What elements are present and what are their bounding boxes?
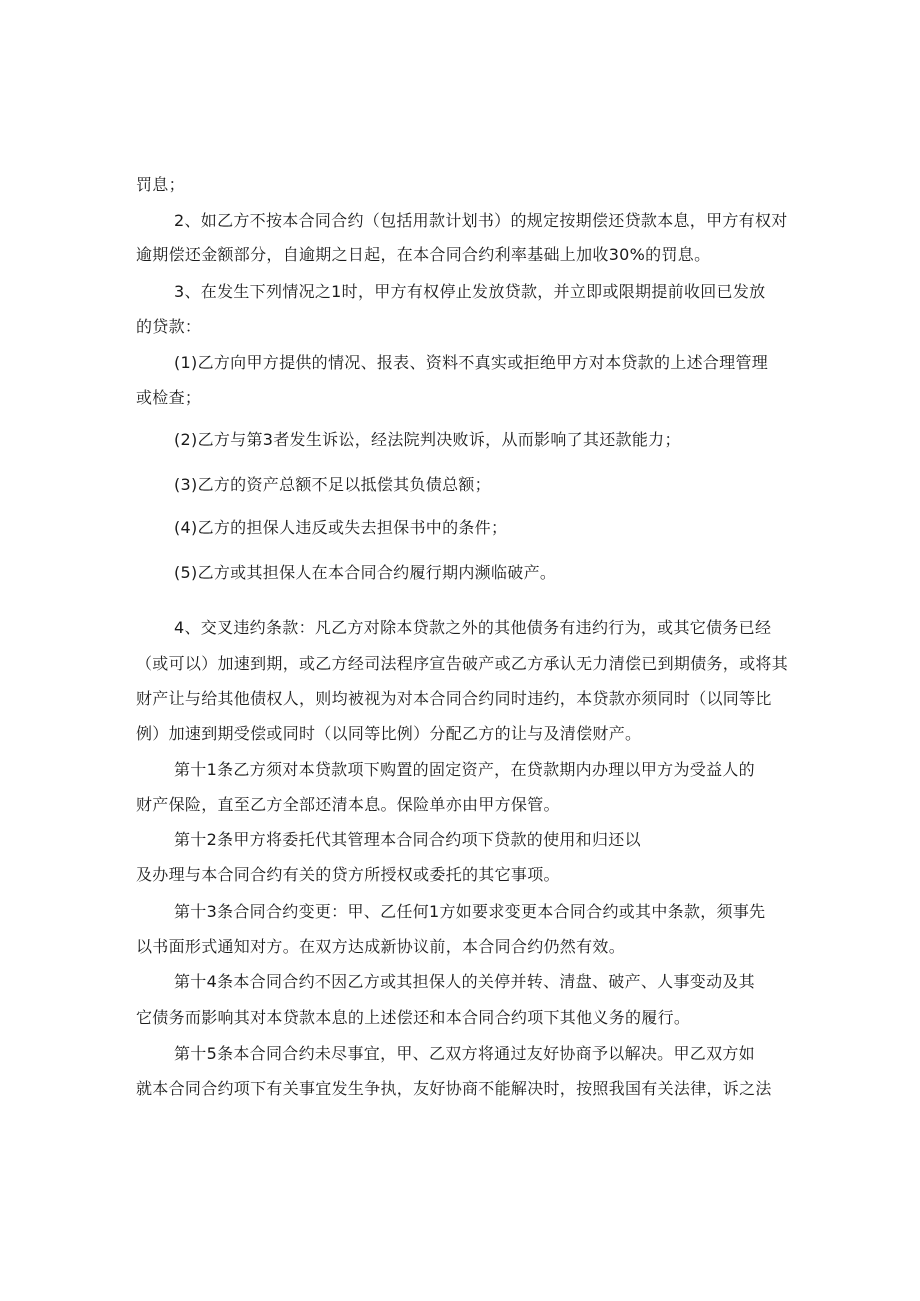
text-line-14: 财产让与给其他债权人，则均被视为对本合同合约同时违约，本贷款亦须同时（以同等比 bbox=[136, 689, 772, 708]
text-line-9: (3)乙方的资产总额不足以抵偿其负债总额； bbox=[174, 475, 491, 494]
text-line-5: 的贷款： bbox=[136, 317, 202, 336]
text-line-16: 第十1条乙方须对本贷款项下购置的固定资产，在贷款期内办理以甲方为受益人的 bbox=[174, 760, 755, 779]
text-line-22: 第十4条本合同合约不因乙方或其担保人的关停并转、清盘、破产、人事变动及其 bbox=[174, 972, 755, 991]
text-line-17: 财产保险，直至乙方全部还清本息。保险单亦由甲方保管。 bbox=[136, 795, 560, 814]
text-line-4: 3、在发生下列情况之1时，甲方有权停止发放贷款，并立即或限期提前收回已发放 bbox=[174, 282, 766, 301]
text-line-6: (1)乙方向甲方提供的情况、报表、资料不真实或拒绝甲方对本贷款的上述合理管理 bbox=[174, 353, 769, 372]
text-line-13: （或可以）加速到期，或乙方经司法程序宣告破产或乙方承认无力清偿已到期债务，或将其 bbox=[136, 654, 789, 673]
text-line-21: 以书面形式通知对方。在双方达成新协议前，本合同合约仍然有效。 bbox=[136, 937, 626, 956]
text-line-10: (4)乙方的担保人违反或失去担保书中的条件； bbox=[174, 518, 508, 537]
text-line-20: 第十3条合同合约变更：甲、乙任何1方如要求变更本合同合约或其中条款，须事先 bbox=[174, 902, 766, 921]
text-line-8: (2)乙方与第3者发生诉讼，经法院判决败诉，从而影响了其还款能力； bbox=[174, 430, 681, 449]
text-line-24: 第十5条本合同合约未尽事宜，甲、乙双方将通过友好协商予以解决。甲乙双方如 bbox=[174, 1044, 755, 1063]
text-line-12: 4、交叉违约条款：凡乙方对除本贷款之外的其他债务有违约行为，或其它债务已经 bbox=[174, 618, 772, 637]
text-line-25: 就本合同合约项下有关事宜发生争执，友好协商不能解决时，按照我国有关法律，诉之法 bbox=[136, 1079, 772, 1098]
text-line-18: 第十2条甲方将委托代其管理本合同合约项下贷款的使用和归还以 bbox=[174, 830, 641, 849]
text-line-11: (5)乙方或其担保人在本合同合约履行期内濒临破产。 bbox=[174, 563, 557, 582]
text-line-19: 及办理与本合同合约有关的贷方所授权或委托的其它事项。 bbox=[136, 865, 560, 884]
text-line-15: 例）加速到期受偿或同时（以同等比例）分配乙方的让与及清偿财产。 bbox=[136, 724, 642, 743]
text-line-3: 逾期偿还金额部分，自逾期之日起，在本合同合约利率基础上加收30%的罚息。 bbox=[136, 245, 711, 264]
text-line-1: 罚息； bbox=[136, 175, 185, 194]
text-line-23: 它债务而影响其对本贷款本息的上述偿还和本合同合约项下其他义务的履行。 bbox=[136, 1008, 691, 1027]
text-line-2: 2、如乙方不按本合同合约（包括用款计划书）的规定按期偿还贷款本息，甲方有权对 bbox=[174, 211, 788, 230]
text-line-7: 或检查； bbox=[136, 388, 202, 407]
